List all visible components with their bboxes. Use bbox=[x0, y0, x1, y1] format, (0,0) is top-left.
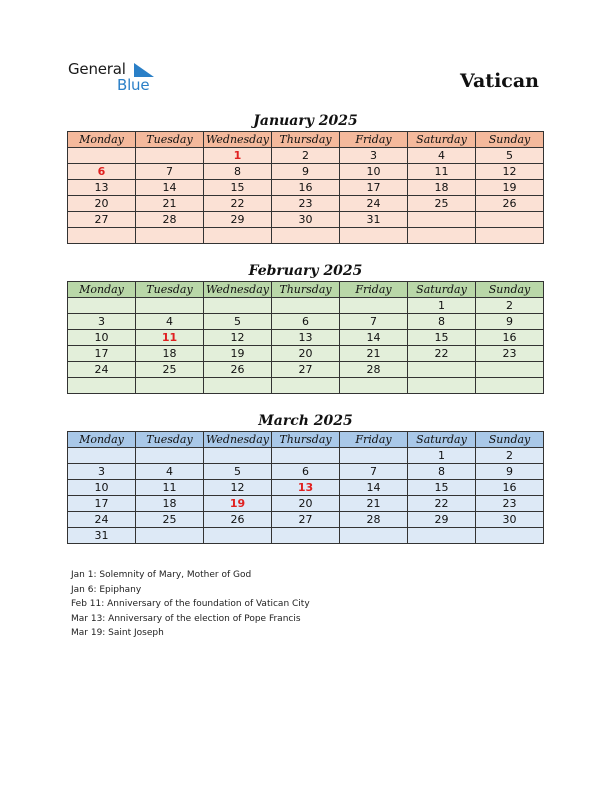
holiday-note: Jan 6: Epiphany bbox=[71, 584, 142, 595]
day-cell: 9 bbox=[272, 164, 340, 180]
day-cell: 24 bbox=[340, 196, 408, 212]
day-cell: 26 bbox=[204, 512, 272, 528]
day-cell: 22 bbox=[408, 496, 476, 512]
week-row bbox=[68, 480, 544, 496]
day-cell: 9 bbox=[476, 464, 544, 480]
day-cell: 22 bbox=[408, 346, 476, 362]
day-cell: 4 bbox=[136, 464, 204, 480]
weekday-header-tuesday: Tuesday bbox=[136, 432, 204, 448]
day-cell: 28 bbox=[340, 362, 408, 378]
day-cell: 27 bbox=[272, 512, 340, 528]
calendar-table bbox=[67, 431, 544, 544]
empty-day-cell bbox=[272, 378, 340, 394]
day-cell: 6 bbox=[272, 314, 340, 330]
empty-day-cell bbox=[204, 298, 272, 314]
empty-day-cell bbox=[136, 148, 204, 164]
week-row bbox=[68, 298, 544, 314]
day-cell: 15 bbox=[204, 180, 272, 196]
day-cell: 3 bbox=[68, 464, 136, 480]
day-cell: 7 bbox=[340, 314, 408, 330]
month-january bbox=[67, 111, 544, 244]
day-cell: 27 bbox=[68, 212, 136, 228]
week-row bbox=[68, 362, 544, 378]
empty-day-cell bbox=[340, 378, 408, 394]
country-title: Vatican bbox=[460, 70, 539, 92]
day-cell: 9 bbox=[476, 314, 544, 330]
empty-day-cell bbox=[204, 528, 272, 544]
weekday-header-saturday: Saturday bbox=[408, 432, 476, 448]
holiday-note: Mar 19: Saint Joseph bbox=[71, 628, 164, 638]
day-cell: 17 bbox=[68, 346, 136, 362]
day-cell: 2 bbox=[476, 298, 544, 314]
day-cell: 20 bbox=[272, 346, 340, 362]
day-cell: 1 bbox=[408, 298, 476, 314]
day-cell: 8 bbox=[204, 164, 272, 180]
day-cell: 19 bbox=[476, 180, 544, 196]
day-cell: 28 bbox=[136, 212, 204, 228]
day-cell: 18 bbox=[408, 180, 476, 196]
day-cell: 15 bbox=[408, 330, 476, 346]
calendar-table bbox=[67, 131, 544, 244]
day-cell: 28 bbox=[340, 512, 408, 528]
day-cell: 10 bbox=[340, 164, 408, 180]
day-cell: 29 bbox=[204, 212, 272, 228]
day-cell: 18 bbox=[136, 346, 204, 362]
weekday-header-wednesday: Wednesday bbox=[204, 132, 272, 148]
empty-day-cell bbox=[408, 378, 476, 394]
weekday-header-sunday: Sunday bbox=[476, 132, 544, 148]
logo-text-blue: Blue bbox=[117, 76, 150, 94]
week-row bbox=[68, 346, 544, 362]
holiday-note: Mar 13: Anniversary of the election of Pope Francis bbox=[71, 613, 301, 624]
empty-day-cell bbox=[340, 298, 408, 314]
holiday-note: Feb 11: Anniversary of the foundation of Vatican City bbox=[71, 599, 310, 609]
empty-day-cell bbox=[136, 448, 204, 464]
weekday-header-row bbox=[68, 132, 544, 148]
day-cell: 8 bbox=[408, 314, 476, 330]
empty-day-cell bbox=[68, 448, 136, 464]
week-row bbox=[68, 164, 544, 180]
week-row bbox=[68, 180, 544, 196]
day-cell: 6 bbox=[68, 164, 136, 180]
day-cell: 5 bbox=[204, 314, 272, 330]
day-cell: 11 bbox=[408, 164, 476, 180]
day-cell: 13 bbox=[68, 180, 136, 196]
day-cell: 26 bbox=[204, 362, 272, 378]
empty-day-cell bbox=[408, 362, 476, 378]
weekday-header-monday: Monday bbox=[68, 432, 136, 448]
day-cell: 25 bbox=[136, 362, 204, 378]
day-cell: 30 bbox=[272, 212, 340, 228]
weekday-header-wednesday: Wednesday bbox=[204, 432, 272, 448]
week-row bbox=[68, 314, 544, 330]
day-cell: 4 bbox=[408, 148, 476, 164]
day-cell: 31 bbox=[340, 212, 408, 228]
empty-day-cell bbox=[272, 298, 340, 314]
month-march bbox=[67, 411, 544, 544]
day-cell: 12 bbox=[476, 164, 544, 180]
day-cell: 21 bbox=[340, 346, 408, 362]
empty-day-cell bbox=[476, 228, 544, 244]
day-cell: 31 bbox=[68, 528, 136, 544]
day-cell: 1 bbox=[408, 448, 476, 464]
weekday-header-friday: Friday bbox=[340, 132, 408, 148]
day-cell: 7 bbox=[340, 464, 408, 480]
empty-day-cell bbox=[136, 528, 204, 544]
weekday-header-thursday: Thursday bbox=[272, 132, 340, 148]
day-cell: 23 bbox=[272, 196, 340, 212]
holiday-note: Jan 1: Solemnity of Mary, Mother of God bbox=[71, 570, 252, 580]
day-cell: 12 bbox=[204, 480, 272, 496]
day-cell: 3 bbox=[68, 314, 136, 330]
weekday-header-thursday: Thursday bbox=[272, 282, 340, 298]
empty-day-cell bbox=[340, 528, 408, 544]
empty-day-cell bbox=[476, 212, 544, 228]
weekday-header-saturday: Saturday bbox=[408, 282, 476, 298]
day-cell: 5 bbox=[476, 148, 544, 164]
logo-text-general: General bbox=[68, 60, 126, 78]
day-cell: 7 bbox=[136, 164, 204, 180]
empty-day-cell bbox=[340, 448, 408, 464]
day-cell: 25 bbox=[408, 196, 476, 212]
weekday-header-saturday: Saturday bbox=[408, 132, 476, 148]
holiday-notes bbox=[71, 568, 310, 641]
day-cell: 19 bbox=[204, 346, 272, 362]
empty-day-cell bbox=[68, 378, 136, 394]
generalblue-logo bbox=[68, 60, 168, 100]
empty-day-cell bbox=[476, 528, 544, 544]
empty-day-cell bbox=[68, 148, 136, 164]
day-cell: 1 bbox=[204, 148, 272, 164]
day-cell: 21 bbox=[340, 496, 408, 512]
day-cell: 29 bbox=[408, 512, 476, 528]
day-cell: 22 bbox=[204, 196, 272, 212]
empty-day-cell bbox=[272, 528, 340, 544]
week-row bbox=[68, 196, 544, 212]
empty-day-cell bbox=[136, 298, 204, 314]
weekday-header-wednesday: Wednesday bbox=[204, 282, 272, 298]
day-cell: 5 bbox=[204, 464, 272, 480]
month-title: February 2025 bbox=[248, 263, 363, 279]
month-title: March 2025 bbox=[258, 413, 353, 429]
empty-day-cell bbox=[136, 228, 204, 244]
calendar-table bbox=[67, 281, 544, 394]
weekday-header-thursday: Thursday bbox=[272, 432, 340, 448]
day-cell: 21 bbox=[136, 196, 204, 212]
weekday-header-row bbox=[68, 432, 544, 448]
day-cell: 25 bbox=[136, 512, 204, 528]
day-cell: 30 bbox=[476, 512, 544, 528]
empty-day-cell bbox=[476, 362, 544, 378]
empty-day-cell bbox=[408, 212, 476, 228]
day-cell: 24 bbox=[68, 362, 136, 378]
weekday-header-sunday: Sunday bbox=[476, 432, 544, 448]
day-cell: 24 bbox=[68, 512, 136, 528]
day-cell: 6 bbox=[272, 464, 340, 480]
day-cell: 20 bbox=[272, 496, 340, 512]
day-cell: 26 bbox=[476, 196, 544, 212]
day-cell: 11 bbox=[136, 480, 204, 496]
month-title: January 2025 bbox=[253, 113, 358, 129]
empty-day-cell bbox=[476, 378, 544, 394]
week-row bbox=[68, 448, 544, 464]
day-cell: 10 bbox=[68, 480, 136, 496]
day-cell: 13 bbox=[272, 480, 340, 496]
empty-day-cell bbox=[136, 378, 204, 394]
calendar-body bbox=[68, 298, 544, 394]
week-row bbox=[68, 330, 544, 346]
day-cell: 11 bbox=[136, 330, 204, 346]
weekday-header-tuesday: Tuesday bbox=[136, 132, 204, 148]
week-row bbox=[68, 512, 544, 528]
empty-day-cell bbox=[68, 228, 136, 244]
day-cell: 14 bbox=[136, 180, 204, 196]
day-cell: 14 bbox=[340, 330, 408, 346]
day-cell: 23 bbox=[476, 346, 544, 362]
empty-day-cell bbox=[204, 378, 272, 394]
day-cell: 3 bbox=[340, 148, 408, 164]
day-cell: 15 bbox=[408, 480, 476, 496]
empty-day-cell bbox=[408, 228, 476, 244]
day-cell: 12 bbox=[204, 330, 272, 346]
day-cell: 10 bbox=[68, 330, 136, 346]
day-cell: 8 bbox=[408, 464, 476, 480]
day-cell: 16 bbox=[272, 180, 340, 196]
week-row bbox=[68, 464, 544, 480]
weekday-header-monday: Monday bbox=[68, 282, 136, 298]
weekday-header-sunday: Sunday bbox=[476, 282, 544, 298]
logo-triangle-icon bbox=[134, 63, 154, 77]
day-cell: 4 bbox=[136, 314, 204, 330]
day-cell: 19 bbox=[204, 496, 272, 512]
week-row bbox=[68, 212, 544, 228]
day-cell: 2 bbox=[272, 148, 340, 164]
day-cell: 16 bbox=[476, 480, 544, 496]
weekday-header-friday: Friday bbox=[340, 432, 408, 448]
day-cell: 17 bbox=[68, 496, 136, 512]
weekday-header-monday: Monday bbox=[68, 132, 136, 148]
day-cell: 20 bbox=[68, 196, 136, 212]
calendar-body bbox=[68, 148, 544, 244]
empty-day-cell bbox=[272, 448, 340, 464]
week-row bbox=[68, 148, 544, 164]
weekday-header-tuesday: Tuesday bbox=[136, 282, 204, 298]
day-cell: 16 bbox=[476, 330, 544, 346]
weekday-header-row bbox=[68, 282, 544, 298]
empty-day-cell bbox=[272, 228, 340, 244]
week-row bbox=[68, 228, 544, 244]
day-cell: 17 bbox=[340, 180, 408, 196]
day-cell: 18 bbox=[136, 496, 204, 512]
weekday-header-friday: Friday bbox=[340, 282, 408, 298]
empty-day-cell bbox=[204, 228, 272, 244]
empty-day-cell bbox=[340, 228, 408, 244]
empty-day-cell bbox=[408, 528, 476, 544]
day-cell: 2 bbox=[476, 448, 544, 464]
day-cell: 23 bbox=[476, 496, 544, 512]
week-row bbox=[68, 528, 544, 544]
empty-day-cell bbox=[204, 448, 272, 464]
calendar-body bbox=[68, 448, 544, 544]
week-row bbox=[68, 378, 544, 394]
week-row bbox=[68, 496, 544, 512]
day-cell: 27 bbox=[272, 362, 340, 378]
empty-day-cell bbox=[68, 298, 136, 314]
month-february bbox=[67, 261, 544, 394]
day-cell: 14 bbox=[340, 480, 408, 496]
day-cell: 13 bbox=[272, 330, 340, 346]
